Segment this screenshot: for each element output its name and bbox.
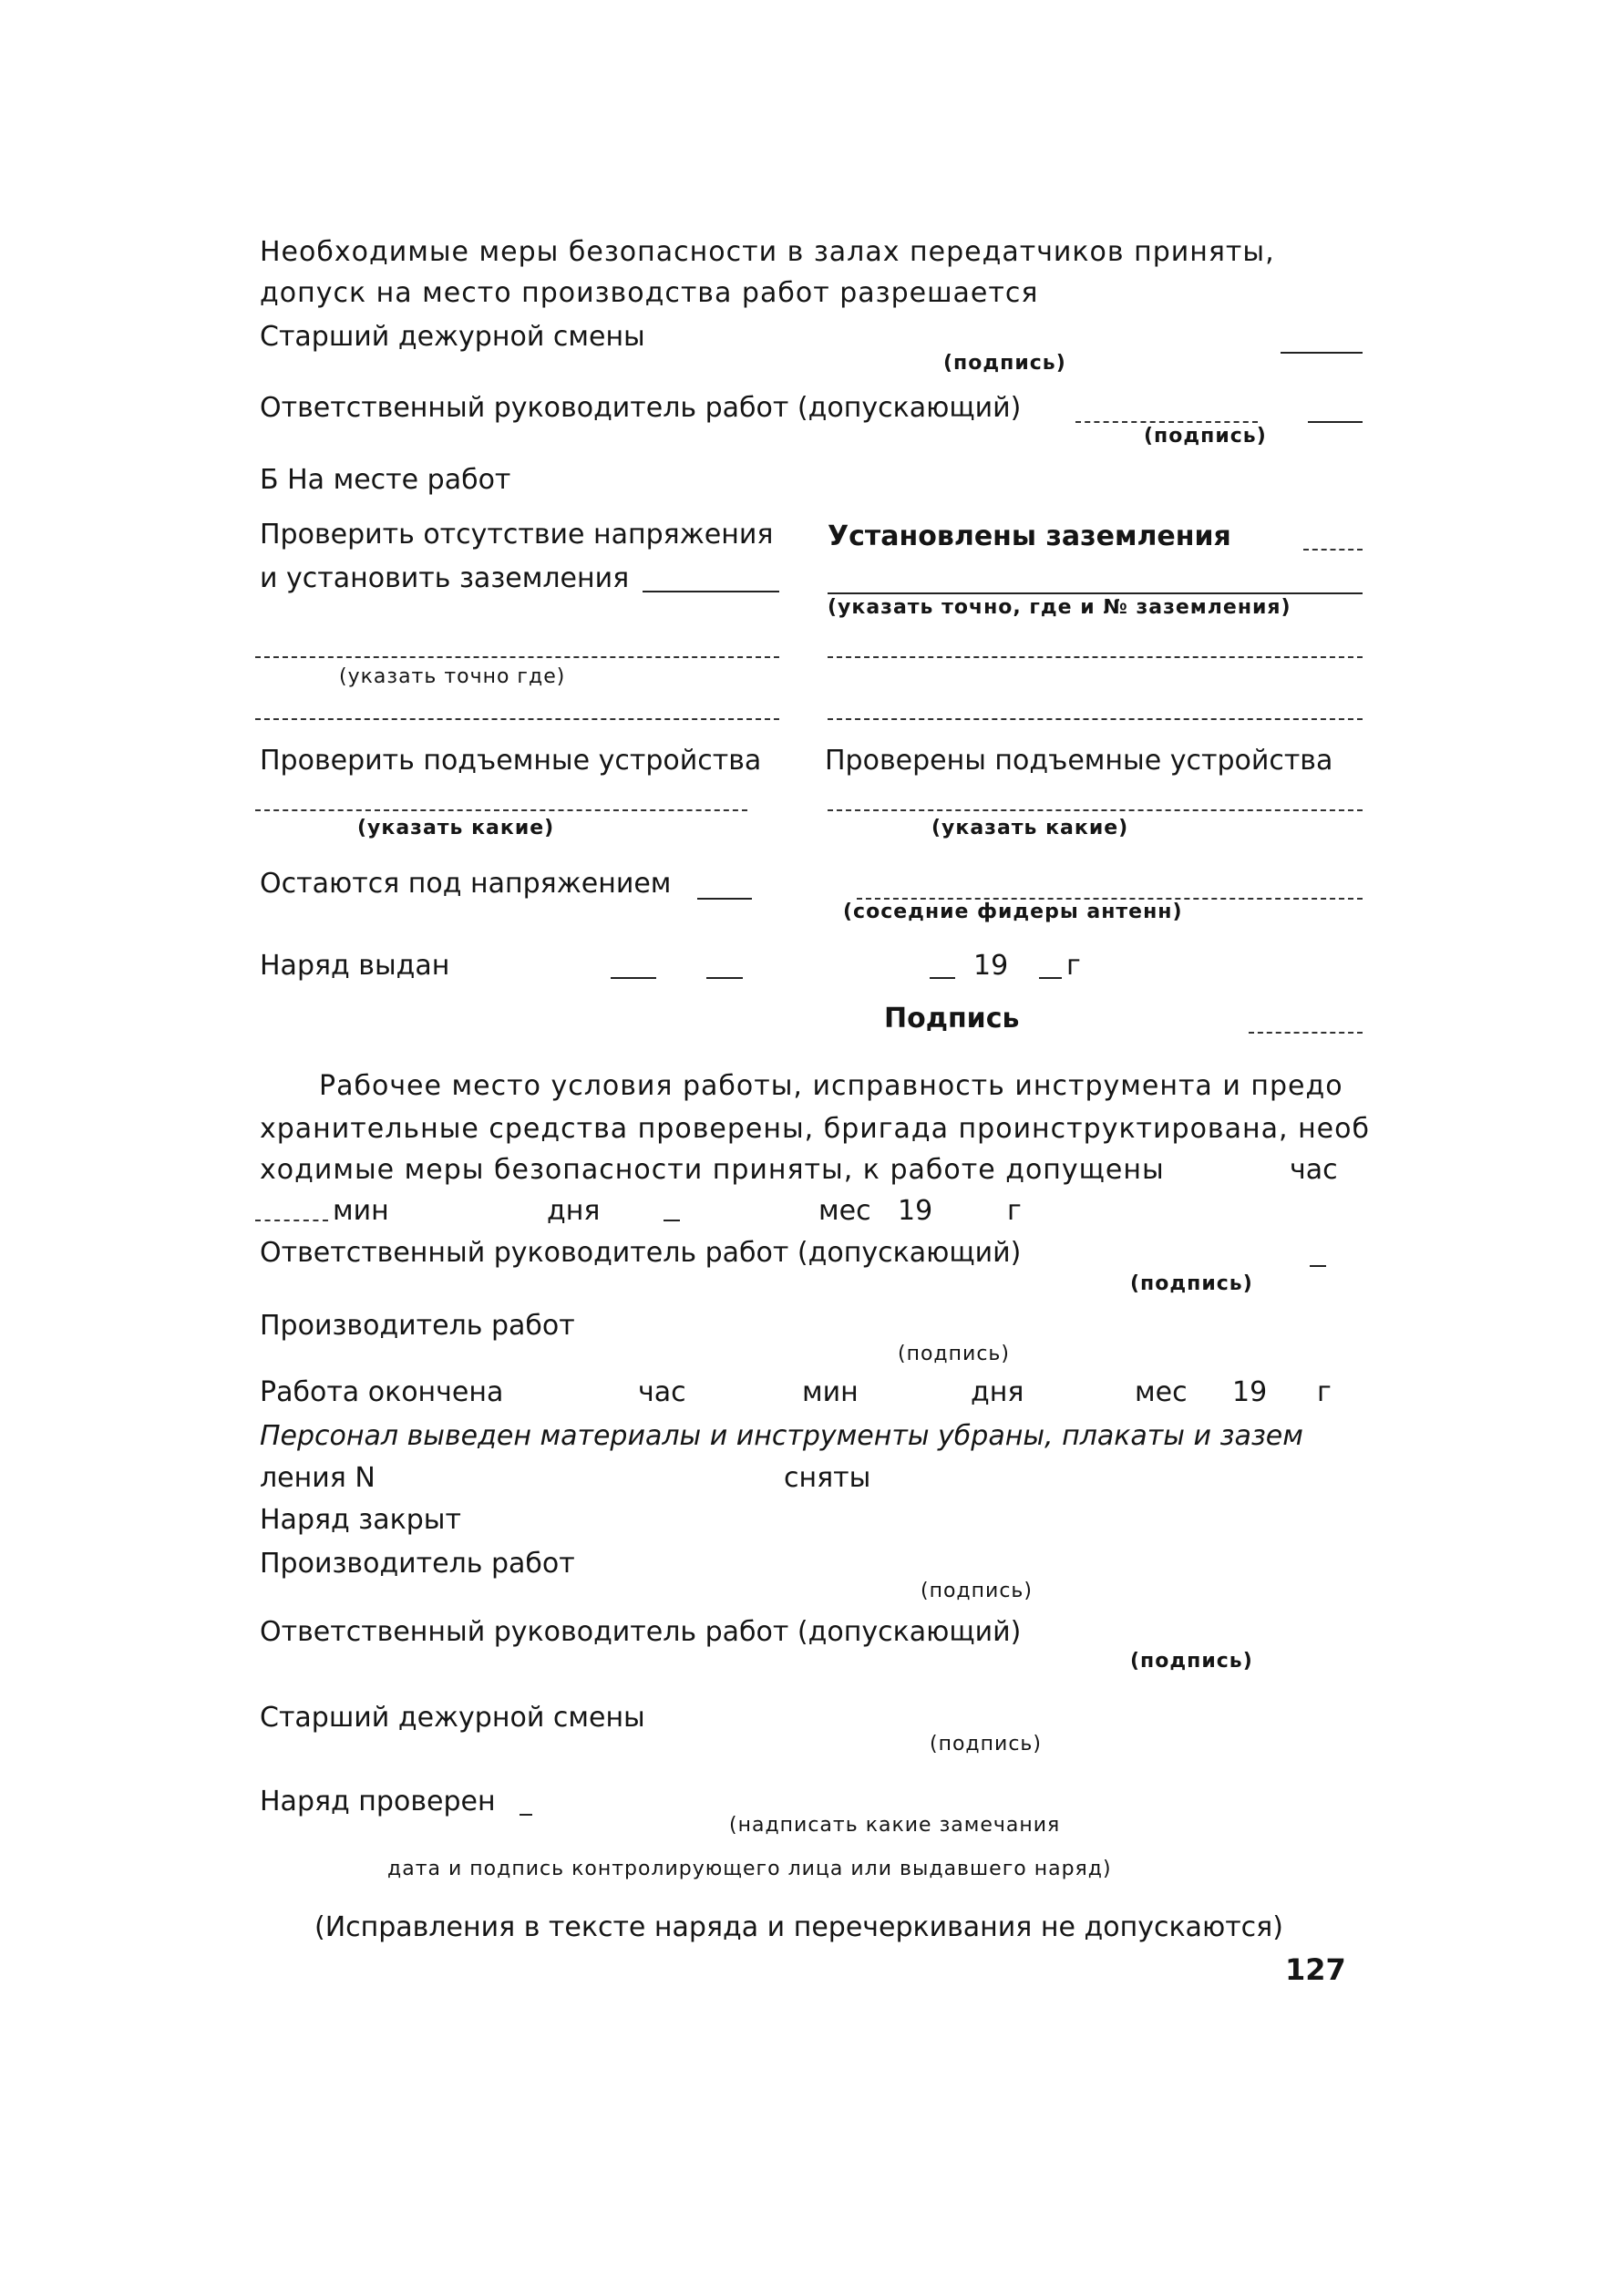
order-issued-year-prefix-line[interactable] [930,977,955,979]
completion-producer-caption: (подпись) [921,1580,1033,1602]
work-finished-hour: час [638,1376,686,1408]
check-voltage-label-2: и установить заземления [260,562,630,594]
remain-energized-field[interactable] [697,898,752,900]
order-closed-label: Наряд закрыт [260,1504,461,1536]
corrections-notice: (Исправления в тексте наряда и перечеркивания не допускаются) [314,1911,1283,1943]
signature-line-2[interactable] [1075,421,1258,423]
adjacent-feeders-caption: (соседние фидеры антенн) [843,901,1183,923]
signature-caption-2: (подпись) [1144,425,1267,448]
senior-shift-label: Старший дежурной смены [260,321,645,353]
order-checked-note2: дата и подпись контролирующего лица или выдавшего наряд) [387,1858,1112,1880]
lifting-field-left[interactable] [255,809,747,811]
grounding-detail-field[interactable] [828,592,1363,594]
admission-hour-field[interactable] [255,1220,328,1221]
grounding-installed-label: Установлены заземления [828,520,1231,552]
admission-statement-line2: допуск на место производства работ разрешается [260,277,1039,309]
order-issued-year: 19 [973,950,1009,982]
work-finished-label: Работа окончена [260,1376,504,1408]
completion-senior-label: Старший дежурной смены [260,1702,645,1734]
admission-statement-line1: Необходимые меры безопасности в залах передатчиков приняты, [260,236,1275,268]
page-number: 127 [1285,1952,1346,1987]
responsible-manager-label: Ответственный руководитель работ (допускающий) [260,392,1022,424]
admission-responsible-caption: (подпись) [1130,1272,1253,1295]
admission-responsible-label: Ответственный руководитель работ (допускающий) [260,1237,1022,1269]
admission-year-label: 19 [898,1195,933,1227]
admission-line3: ходимые меры безопасности приняты, к работе допущены [260,1154,1165,1186]
completion-responsible-caption: (подпись) [1130,1650,1253,1673]
lifting-field-right[interactable] [828,809,1363,811]
adjacent-feeders-field[interactable] [857,898,1363,900]
order-checked-field[interactable] [520,1814,532,1816]
order-issued-label: Наряд выдан [260,950,450,982]
signature-caption-1: (подпись) [943,352,1066,375]
work-finished-day: дня [971,1376,1024,1408]
admission-line2: хранительные средства проверены, бригада проинструктирована, необ [260,1113,1370,1145]
signature-label: Подпись [884,1003,1020,1035]
admission-min-label: мин [333,1195,389,1227]
lifting-caption-right: (указать какие) [931,817,1129,839]
admission-month-label: мес [818,1195,871,1227]
admission-day-field[interactable] [664,1220,680,1221]
section-b-title: Б На месте работ [260,464,511,496]
signature-line-1[interactable] [1281,352,1363,354]
lifting-caption-left: (указать какие) [357,817,555,839]
admission-hour-label: час [1290,1154,1338,1186]
grounding-installed-field[interactable] [1303,549,1363,551]
grounding-location-field-2[interactable] [828,718,1363,720]
grounding-number-label: ления N [260,1462,376,1494]
lifting-checked-label: Проверены подъемные устройства [825,745,1333,777]
work-finished-min: мин [802,1376,859,1408]
remain-energized-label: Остаются под напряжением [260,868,672,900]
grounding-location-field-1[interactable] [828,656,1363,658]
completion-senior-caption: (подпись) [930,1733,1042,1755]
work-finished-month: мес [1135,1376,1188,1408]
order-issued-month-field[interactable] [706,977,743,979]
signature-line-2b[interactable] [1308,421,1363,423]
grounding-removed-label: сняты [784,1462,871,1494]
admission-g-label: г [1007,1195,1022,1227]
grounding-detail-caption: (указать точно, где и № заземления) [828,596,1291,619]
order-issued-date-field[interactable] [611,977,656,979]
check-lifting-label: Проверить подъемные устройства [260,745,762,777]
voltage-location-caption: (указать точно где) [339,665,566,688]
completion-producer-label: Производитель работ [260,1548,575,1580]
order-issued-year-field[interactable] [1039,977,1062,979]
work-finished-g: г [1317,1376,1332,1408]
admission-producer-caption: (подпись) [898,1343,1010,1365]
order-checked-note1: (надписать какие замечания [729,1814,1061,1837]
signature-field[interactable] [1249,1032,1363,1034]
admission-producer-label: Производитель работ [260,1310,575,1342]
grounding-field[interactable] [643,591,779,592]
work-finished-year: 19 [1232,1376,1268,1408]
check-voltage-label-1: Проверить отсутствие напряжения [260,519,774,551]
personnel-removed-line: Персонал выведен материалы и инструменты убраны, плакаты и зазем [260,1420,1303,1452]
completion-responsible-label: Ответственный руководитель работ (допускающий) [260,1616,1022,1648]
voltage-location-field-1[interactable] [255,656,779,658]
admission-line1: Рабочее место условия работы, исправность инструмента и предо [319,1070,1343,1102]
order-checked-label: Наряд проверен [260,1786,496,1817]
admission-responsible-field[interactable] [1310,1265,1326,1267]
order-issued-year-suffix: г [1066,950,1081,982]
voltage-location-field-2[interactable] [255,718,779,720]
admission-day-label: дня [547,1195,601,1227]
